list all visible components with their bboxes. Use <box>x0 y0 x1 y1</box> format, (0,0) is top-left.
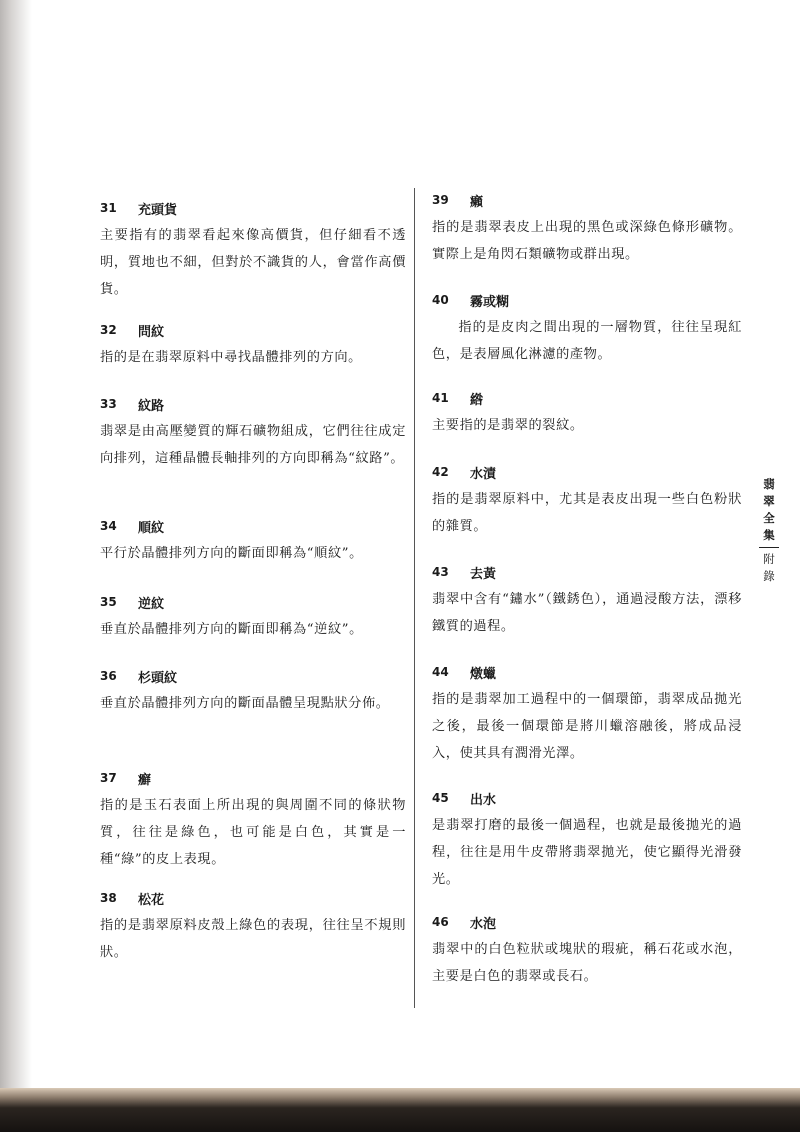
entry-term: 去黃 <box>470 566 497 582</box>
glossary-entry-38 <box>100 886 406 966</box>
entry-number: 45 <box>432 791 449 805</box>
entry-definition: 指的是在翡翠原料中尋找晶體排列的方向。 <box>100 350 362 365</box>
entry-definition: 指的是玉石表面上所出現的與周圍不同的條狀物質，往往是綠色，也可能是白色，其實是一種“綠”的皮上表現。 <box>100 798 406 867</box>
book-title-char: 翠 <box>763 494 775 508</box>
entry-number: 36 <box>100 669 117 683</box>
entry-definition: 主要指有的翡翠看起來像高價貨，但仔細看不透明，質地也不細，但對於不識貨的人，會當作高價貨。 <box>100 228 406 297</box>
entry-number: 46 <box>432 915 449 929</box>
section-label-char: 附 <box>763 552 775 566</box>
entry-number: 41 <box>432 391 449 405</box>
glossary-entry-41 <box>432 386 742 439</box>
entry-number: 32 <box>100 323 117 337</box>
entry-term: 順紋 <box>138 520 165 536</box>
glossary-entry-36 <box>100 664 406 717</box>
entry-term: 綹 <box>470 392 484 408</box>
entry-term: 問紋 <box>138 324 165 340</box>
glossary-entry-40 <box>432 288 742 368</box>
entry-number: 33 <box>100 397 117 411</box>
entry-number: 34 <box>100 519 117 533</box>
entry-term: 水泡 <box>470 916 497 932</box>
book-title-char: 集 <box>763 528 775 542</box>
glossary-entry-42 <box>432 460 742 540</box>
tab-divider <box>759 547 779 548</box>
entry-term: 癩 <box>470 194 484 210</box>
entry-number: 31 <box>100 201 117 215</box>
entry-term: 逆紋 <box>138 596 165 612</box>
entry-definition: 翡翠是由高壓變質的輝石礦物組成，它們往往成定向排列，這種晶體長軸排列的方向即稱為“紋路”。 <box>100 424 406 466</box>
column-divider <box>414 188 415 1008</box>
entry-definition: 垂直於晶體排列方向的斷面晶體呈現點狀分佈。 <box>100 696 390 711</box>
glossary-entry-39 <box>432 188 742 268</box>
glossary-entry-37 <box>100 766 406 873</box>
glossary-entry-45 <box>432 786 742 893</box>
entry-definition: 指的是翡翠原料中，尤其是表皮出現一些白色粉狀的雜質。 <box>432 492 742 534</box>
entry-term: 充頭貨 <box>138 202 178 218</box>
entry-number: 40 <box>432 293 449 307</box>
glossary-entry-32 <box>100 318 406 371</box>
glossary-entry-46 <box>432 910 742 990</box>
entry-definition: 垂直於晶體排列方向的斷面即稱為“逆紋”。 <box>100 622 363 637</box>
entry-term: 松花 <box>138 892 165 908</box>
glossary-entry-34 <box>100 514 406 567</box>
entry-number: 44 <box>432 665 449 679</box>
entry-number: 35 <box>100 595 117 609</box>
glossary-entry-44 <box>432 660 742 767</box>
glossary-entry-43 <box>432 560 742 640</box>
entry-definition: 翡翠中的白色粒狀或塊狀的瑕疵，稱石花或水泡，主要是白色的翡翠或長石。 <box>432 942 742 984</box>
entry-number: 37 <box>100 771 117 785</box>
book-title-char: 全 <box>763 511 775 525</box>
section-label-char: 錄 <box>763 569 775 583</box>
entry-number: 43 <box>432 565 449 579</box>
entry-term: 燉蠟 <box>470 666 497 682</box>
entry-term: 紋路 <box>138 398 165 414</box>
entry-definition: 平行於晶體排列方向的斷面即稱為“順紋”。 <box>100 546 363 561</box>
entry-definition: 是翡翠打磨的最後一個過程，也就是最後拋光的過程，往往是用牛皮帶將翡翠拋光，使它顯得光滑發光。 <box>432 818 742 887</box>
entry-term: 霧或糊 <box>470 294 510 310</box>
entry-term: 水漬 <box>470 466 497 482</box>
entry-definition: 主要指的是翡翠的裂紋。 <box>432 418 584 433</box>
entry-term: 癬 <box>138 772 152 788</box>
book-spine-shadow <box>0 0 32 1092</box>
page-bottom-edge <box>0 1088 800 1132</box>
entry-definition: 翡翠中含有“鏽水”（鐵銹色），通過浸酸方法，漂移鐵質的過程。 <box>432 592 742 634</box>
glossary-entry-35 <box>100 590 406 643</box>
glossary-entry-31 <box>100 196 406 303</box>
book-title-char: 翡 <box>763 477 775 491</box>
entry-definition: 指的是皮肉之間出現的一層物質，往往呈現紅色，是表層風化淋濾的產物。 <box>432 320 742 362</box>
entry-number: 38 <box>100 891 117 905</box>
entry-definition: 指的是翡翠原料皮殼上綠色的表現，往往呈不規則狀。 <box>100 918 406 960</box>
entry-number: 39 <box>432 193 449 207</box>
entry-definition: 指的是翡翠加工過程中的一個環節，翡翠成品拋光之後，最後一個環節是將川蠟溶融後，將成品浸入，使其具有潤滑光澤。 <box>432 692 742 761</box>
entry-number: 42 <box>432 465 449 479</box>
entry-term: 杉頭紋 <box>138 670 178 686</box>
side-running-title <box>758 476 780 585</box>
glossary-entry-33 <box>100 392 406 472</box>
entry-definition: 指的是翡翠表皮上出現的黑色或深綠色條形礦物。實際上是角閃石類礦物或群出現。 <box>432 220 742 262</box>
entry-term: 出水 <box>470 792 497 808</box>
